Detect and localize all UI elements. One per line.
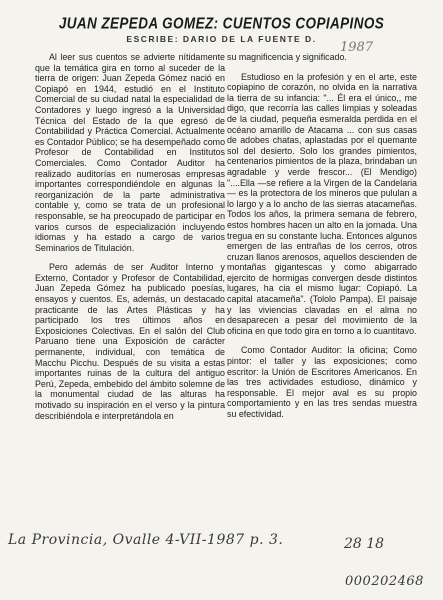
article-paragraph: Como Contador Auditor: la oficina; Como pintor: el taller y las exposiciones; como escritor: la Unión de Escritores Americanos. En las tres actividades estudioso, dinámico y responsable. El mejor aval es su propio comportamiento y en las tres sendas muestra su efectividad. bbox=[227, 345, 417, 419]
article-column-left bbox=[35, 52, 225, 430]
handwritten-year-mark: 1987 bbox=[340, 40, 374, 55]
article-paragraph: Estudioso en la profesión y en el arte, este copiapino de corazón, no olvida en la narrativa la tierra de su infancia: "... Él era el único,, me digo, que recorría las calles limpias y soleadas de la ciudad, pequeña esmeralda perdida en el océano amarillo de Atacama ... con sus casas de adobes chatas, aplastadas por el quemante sol del desierto. Solo los grandes pimientos, centenarios pimientos de la plaza, brindaban un agradable y verde frescor... (El Mendigo) "....Ella —se refiere a la Virgen de la Candelaria— es la protectora de los mineros que pululan a lo largo y a lo ancho de las sierras atacameñas. Todos los años, la primera semana de febrero, estos hombres hacen un alto en la jornada. Una tregua en su constante lucha. Entonces algunos emergen de las entrañas de los cerros, otros cruzan llanos arenosos, aquellos descienden de montañas gigantescas y como abigarrado ejercito de hormigas convergen desde distintos lugares, ha cia el mismo lugar: Copiapó. La capital atacameña". (Tololo Pampa). El paisaje y las viviencias clavadas en el alma no desaparecen a pesar del movimiento de la oficina en que todo gira en torno a lo cuantitavo. bbox=[227, 71, 417, 336]
handwritten-page-number: 28 18 bbox=[344, 536, 385, 552]
article-paragraph: Al leer sus cuentos se advierte nítidamente que la temática gira en torno al suceder de la tierra de origen: Juan Zepeda Gómez nació en Copiapó en 1944, estudió en el Instituto Comercial de su ciudad natal la especialidad de Contadores y luego ingresó a la Universidad Técnica del Estado de la que egresó de Contabilidad y Práctica Comercial. Actualmente es Contador Público; se ha desempeñado como Profesor de Contabilidad en Institutos Comerciales. Como Contador Auditor ha realizado auditorías en numerosas empresas importantes correspondiéndole en algunas la reorganización de la parte administrativa contable y, como se trata de un profesional responsable, se ha preocupado de participar en varios cursos de especialización incluyendo idiomas y ha estado a cargo de varios Seminarios de Titulación. bbox=[35, 52, 225, 253]
article-byline: ESCRIBE: DARIO DE LA FUENTE D. bbox=[126, 34, 317, 44]
article-column-right bbox=[227, 52, 417, 429]
article-paragraph: Pero además de ser Auditor Interno y Externo, Contador y Profesor de Contabilidad, Juan Zepeda Gómez ha publicado poesías, ensayos y cuentos. Es, además, un destacado practicante de las Artes Plásticas y ha participado los tres últimos años en Exposiciones Colectivas. En el salón del Club Paruano tiene una Exposición de carácter permanente, individual, con temática de Macchu Picchu. Después de su visita a estas importantes ruinas de la cultura del antiguo Perú, Zepeda, embebido del ámbito solemne de la monumental ciudad de las alturas ha motivado su inspiración en el verso y la pintura describiéndola e interpretándola en bbox=[35, 262, 225, 421]
handwritten-source-note: La Provincia, Ovalle 4-VII-1987 p. 3. bbox=[8, 532, 284, 548]
article-title: JUAN ZEPEDA GOMEZ: CUENTOS COPIAPINOS bbox=[58, 14, 385, 33]
article-paragraph: su magnificencia y significado. bbox=[227, 52, 347, 62]
archive-code: 000202468 bbox=[345, 574, 424, 589]
